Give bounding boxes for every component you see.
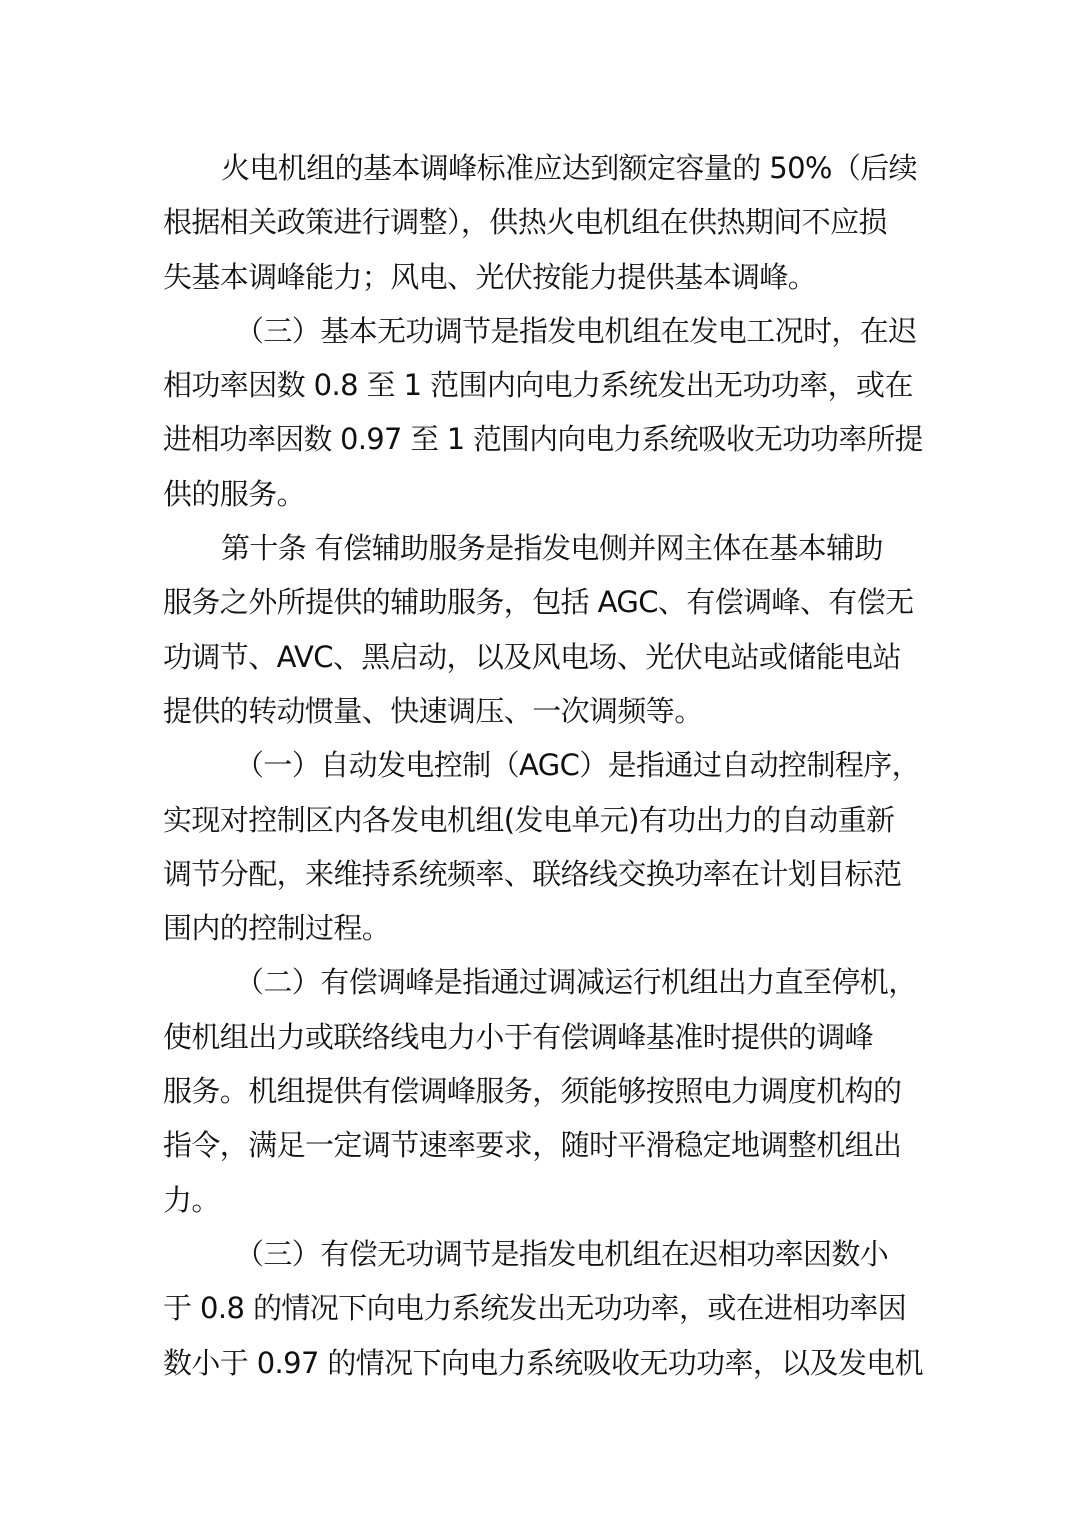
text-line: 围内的控制过程。 bbox=[163, 911, 391, 946]
text-line: 根据相关政策进行调整），供热火电机组在供热期间不应损 bbox=[163, 205, 887, 240]
text-line: 实现对控制区内各发电机组(发电单元)有功出力的自动重新 bbox=[163, 802, 895, 837]
text-line: 于 0.8 的情况下向电力系统发出无功功率，或在进相功率因 bbox=[163, 1291, 907, 1326]
text-line: 相功率因数 0.8 至 1 范围内向电力系统发出无功功率，或在 bbox=[163, 368, 913, 403]
text-line: 第十条 有偿辅助服务是指发电侧并网主体在基本辅助 bbox=[221, 531, 883, 566]
text-line: 力。 bbox=[163, 1182, 220, 1217]
text-line: 功调节、AVC、黑启动，以及风电场、光伏电站或储能电站 bbox=[163, 639, 901, 674]
text-line: 调节分配，来维持系统频率、联络线交换功率在计划目标范 bbox=[163, 856, 902, 891]
text-line: （二）有偿调峰是指通过调减运行机组出力直至停机， bbox=[235, 965, 917, 1000]
text-line: 使机组出力或联络线电力小于有偿调峰基准时提供的调峰 bbox=[163, 1019, 874, 1054]
text-line: （三）有偿无功调节是指发电机组在迟相功率因数小 bbox=[235, 1236, 889, 1271]
document-body bbox=[163, 141, 923, 1390]
text-line: 服务。机组提供有偿调峰服务，须能够按照电力调度机构的 bbox=[163, 1074, 902, 1109]
text-line: 进相功率因数 0.97 至 1 范围内向电力系统吸收无功功率所提 bbox=[163, 422, 923, 457]
text-line: 火电机组的基本调峰标准应达到额定容量的 50%（后续 bbox=[221, 151, 918, 185]
text-line: （一）自动发电控制（AGC）是指通过自动控制程序， bbox=[235, 748, 921, 783]
text-line: 指令，满足一定调节速率要求，随时平滑稳定地调整机组出 bbox=[163, 1128, 902, 1163]
text-line: 供的服务。 bbox=[163, 476, 306, 511]
text-line: 提供的转动惯量、快速调压、一次调频等。 bbox=[163, 693, 703, 728]
text-line: （三）基本无功调节是指发电机组在发电工况时，在迟 bbox=[235, 313, 917, 348]
text-line: 数小于 0.97 的情况下向电力系统吸收无功功率，以及发电机 bbox=[163, 1345, 924, 1380]
text-line: 失基本调峰能力；风电、光伏按能力提供基本调峰。 bbox=[163, 259, 817, 294]
text-line: 服务之外所提供的辅助服务，包括 AGC、有偿调峰、有偿无 bbox=[163, 585, 914, 620]
